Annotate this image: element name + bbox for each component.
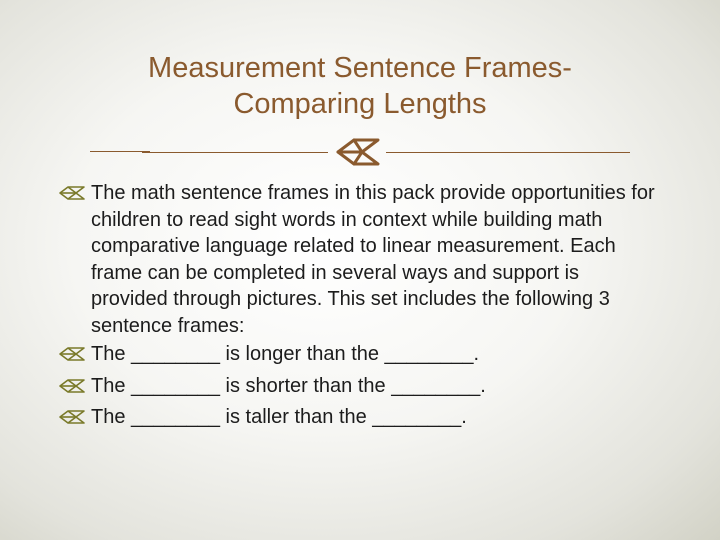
list-item-text: The ________ is shorter than the ________. bbox=[91, 374, 486, 397]
list-item bbox=[58, 180, 658, 339]
list-item-text: The ________ is longer than the ________. bbox=[91, 343, 480, 365]
list-item bbox=[58, 341, 658, 368]
divider-line-left bbox=[142, 152, 328, 153]
feather-bullet-icon bbox=[58, 185, 86, 201]
title-divider bbox=[90, 132, 630, 172]
slide-title bbox=[90, 50, 630, 122]
list-item-text: The ________ is taller than the ________. bbox=[91, 406, 467, 428]
list-item bbox=[58, 373, 658, 400]
feather-bullet-icon bbox=[58, 378, 86, 394]
list-item bbox=[58, 404, 658, 431]
title-line-1: Measurement Sentence Frames- bbox=[148, 52, 572, 84]
feather-bullet-icon bbox=[58, 409, 86, 425]
bullet-list bbox=[58, 180, 658, 436]
divider-line-left-short bbox=[90, 151, 150, 152]
list-item-text: The math sentence frames in this pack provide opportunities for children to read sight words in context while building math comparative language related to linear measurement. Each frame can be completed in several ways and support is provided through pictures. This set includes the following 3 sentence frames: bbox=[91, 182, 655, 337]
title-line-2: Comparing Lengths bbox=[233, 88, 487, 120]
divider-line-right bbox=[386, 152, 630, 153]
feather-bullet-icon bbox=[334, 136, 382, 168]
feather-bullet-icon bbox=[58, 346, 86, 362]
